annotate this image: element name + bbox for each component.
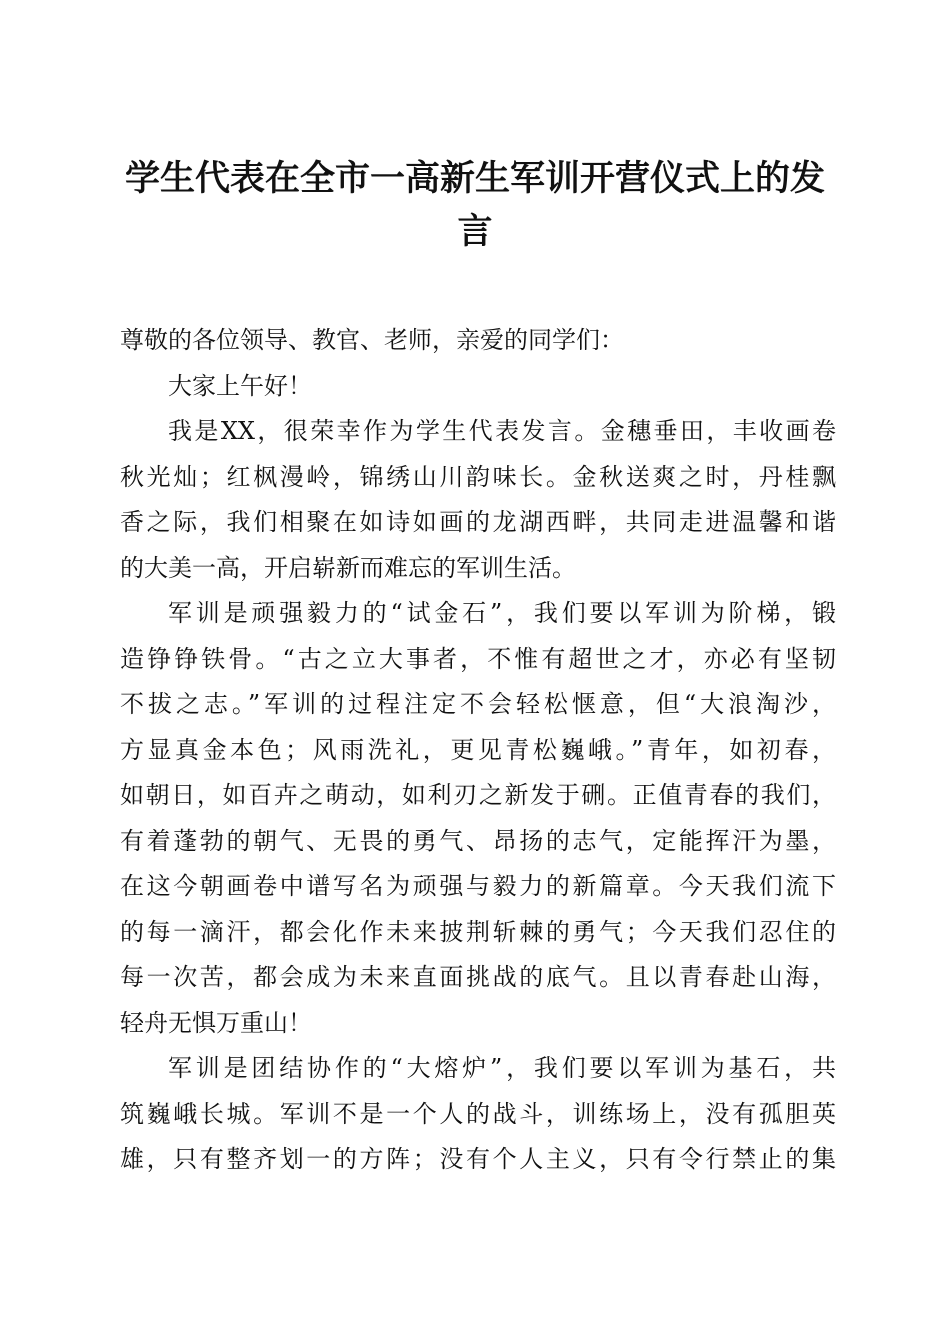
title-line-1: 学生代表在全市一高新生军训开营仪式上的发 (124, 158, 825, 199)
paragraph-line: 方显真金本色；风雨洗礼，更见青松巍峨。”青年，如初春， (120, 735, 836, 764)
document-title (110, 152, 840, 258)
paragraph-line: 轻舟无惧万重山！ (120, 1008, 312, 1037)
paragraph-2 (120, 409, 836, 591)
paragraph-line: 军训是顽强毅力的“试金石”，我们要以军训为阶梯，锻 (168, 599, 836, 627)
paragraph-line: 的每一滴汗，都会化作未来披荆斩棘的勇气；今天我们忍住的 (120, 917, 836, 946)
paragraph-line: 的大美一高，开启崭新而难忘的军训生活。 (120, 553, 576, 582)
paragraph-3 (120, 591, 836, 1046)
paragraph-line: 香之际，我们相聚在如诗如画的龙湖西畔，共同走进温馨和谐 (120, 508, 836, 536)
paragraph-line: 不拔之志。”军训的过程注定不会轻松惬意，但“大浪淘沙， (120, 690, 836, 718)
paragraph-line: 筑巍峨长城。军训不是一个人的战斗，训练场上，没有孤胆英 (120, 1099, 836, 1128)
paragraph-line: 在这今朝画卷中谱写名为顽强与毅力的新篇章。今天我们流下 (120, 872, 836, 900)
document-body (120, 318, 836, 1183)
salutation: 尊敬的各位领导、教官、老师，亲爱的同学们： (120, 326, 624, 354)
paragraph-line: 秋光灿；红枫漫岭，锦绣山川韵味长。金秋送爽之时，丹桂飘 (120, 462, 836, 491)
paragraph-line: 我是XX，很荣幸作为学生代表发言。金穗垂田，丰收画卷 (168, 417, 836, 445)
paragraph-line: 军训是团结协作的“大熔炉”，我们要以军训为基石，共 (168, 1054, 836, 1082)
paragraph-line: 造铮铮铁骨。“古之立大事者，不惟有超世之才，亦必有坚韧 (120, 644, 836, 673)
paragraph-line: 大家上午好！ (168, 371, 312, 400)
paragraph-line: 有着蓬勃的朝气、无畏的勇气、昂扬的志气，定能挥汗为墨， (120, 826, 836, 855)
paragraph-1 (120, 364, 836, 410)
paragraph-line: 如朝日，如百卉之萌动，如利刃之新发于硎。正值青春的我们， (120, 781, 836, 809)
paragraph-line: 每一次苦，都会成为未来直面挑战的底气。且以青春赴山海， (120, 963, 836, 991)
paragraph-line: 雄，只有整齐划一的方阵；没有个人主义，只有令行禁止的集 (120, 1145, 836, 1173)
title-line-2: 言 (457, 211, 493, 252)
paragraph-4 (120, 1046, 836, 1183)
